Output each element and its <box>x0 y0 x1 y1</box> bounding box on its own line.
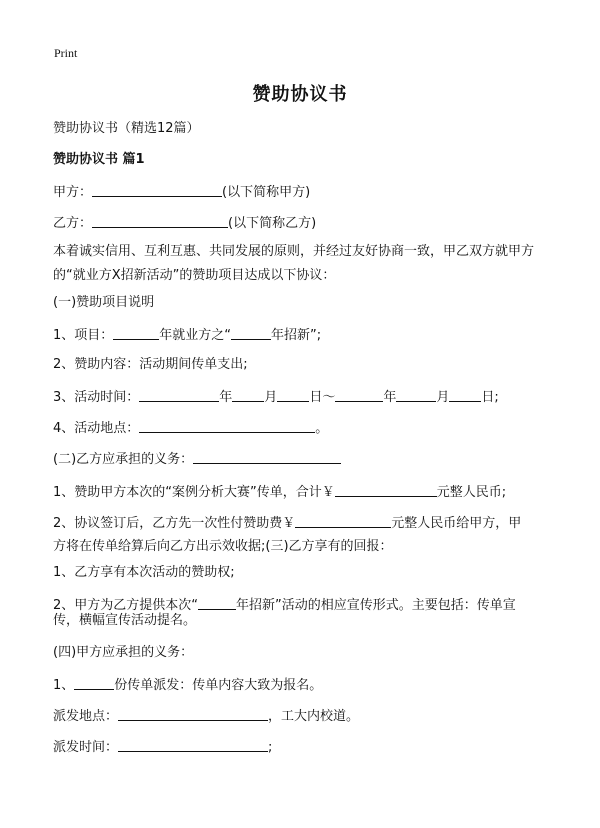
item-4-blank <box>139 420 315 433</box>
item-1-blank-1 <box>113 327 159 340</box>
item-4-label: 4、活动地点： <box>53 421 140 436</box>
time-label: 派发时间： <box>53 740 119 755</box>
section-2-title: (二)乙方应承担的义务： <box>53 452 194 467</box>
c2-end: 年招新”活动的相应宣传形式。主要包括：传单宣 <box>236 598 516 613</box>
time-end: ; <box>268 740 273 755</box>
item-3-blank-month2 <box>396 389 436 402</box>
item-3-label: 3、活动时间： <box>53 390 140 405</box>
item-3-blank-month <box>232 389 264 402</box>
b1-line <box>53 484 506 499</box>
location-end: ，工大内校道。 <box>268 709 360 724</box>
item-3-year2: 年 <box>383 390 397 405</box>
d1-end: 份传单派发：传单内容大致为报名。 <box>114 678 323 693</box>
item-3-month2: 月 <box>436 390 450 405</box>
section-2-blank <box>193 451 341 464</box>
d1-label: 1、 <box>53 678 75 693</box>
b1-blank <box>335 484 437 497</box>
item-1-end: 年招新”; <box>271 328 322 343</box>
b2-line-1 <box>53 515 521 530</box>
b1-end: 元整人民币; <box>436 485 507 500</box>
document-subtitle: 赞助协议书（精选12篇） <box>53 121 200 136</box>
location-label: 派发地点： <box>53 709 119 724</box>
item-3-month: 月 <box>264 390 278 405</box>
location-blank <box>118 708 268 721</box>
c1-line: 1、乙方享有本次活动的赞助权; <box>53 565 235 580</box>
b2-line-2: 方将在传单给算后向乙方出示效收据;(三)乙方享有的回报： <box>53 539 393 554</box>
b2-label: 2、协议签订后，乙方先一次性付赞助费￥ <box>53 516 296 531</box>
c2-line-2: 传，横幅宣传活动提名。 <box>53 613 197 628</box>
party-b-blank <box>92 215 228 228</box>
d1-blank <box>74 677 114 690</box>
party-b-suffix: (以下简称乙方) <box>228 216 317 231</box>
d1-line <box>53 677 322 692</box>
print-label[interactable]: Print <box>54 46 78 60</box>
intro-paragraph: 本着诚实信用、互利互惠、共同发展的原则，并经过友好协商一致，甲乙双方就甲方的“就业方X招新活动”的赞助项目达成以下协议： <box>53 244 535 283</box>
item-3-blank-day2 <box>449 389 481 402</box>
item-3-day-end: 日; <box>481 390 499 405</box>
section-4-title: (四)甲方应承担的义务： <box>53 645 194 660</box>
document-title: 赞助协议书 <box>252 84 348 105</box>
time-blank <box>118 739 268 752</box>
party-a-suffix: (以下简称甲方) <box>222 185 311 200</box>
c2-blank <box>198 597 236 610</box>
item-3-blank-year <box>139 389 219 402</box>
location-line <box>53 708 359 723</box>
party-a-line <box>53 184 310 199</box>
c2-line-1 <box>53 597 516 612</box>
time-line <box>53 739 272 754</box>
b2-end: 元整人民币给甲方，甲 <box>391 516 522 531</box>
item-3-blank-year2 <box>335 389 383 402</box>
item-1-line <box>53 327 321 342</box>
item-2-line: 2、赞助内容：活动期间传单支出; <box>53 357 248 372</box>
item-3-blank-day <box>277 389 309 402</box>
section-1-title: (一)赞助项目说明 <box>53 295 155 310</box>
item-3-line <box>53 389 499 404</box>
party-a-label: 甲方： <box>53 185 93 200</box>
item-1-blank-2 <box>231 327 271 340</box>
item-3-year: 年 <box>219 390 233 405</box>
item-4-line <box>53 420 328 435</box>
party-a-blank <box>92 184 222 197</box>
section-2-title-line <box>53 451 341 466</box>
party-b-label: 乙方： <box>53 216 93 231</box>
item-3-day-tilde: 日～ <box>309 390 336 405</box>
b1-label: 1、赞助甲方本次的“案例分析大赛”传单，合计￥ <box>53 485 335 500</box>
b2-blank <box>295 515 391 528</box>
item-4-end: 。 <box>315 421 329 436</box>
c2-label: 2、甲方为乙方提供本次“ <box>53 598 199 613</box>
item-1-mid: 年就业方之“ <box>159 328 232 343</box>
party-b-line <box>53 215 316 230</box>
item-1-label: 1、项目： <box>53 328 114 343</box>
section-heading: 赞助协议书 篇1 <box>53 152 145 167</box>
